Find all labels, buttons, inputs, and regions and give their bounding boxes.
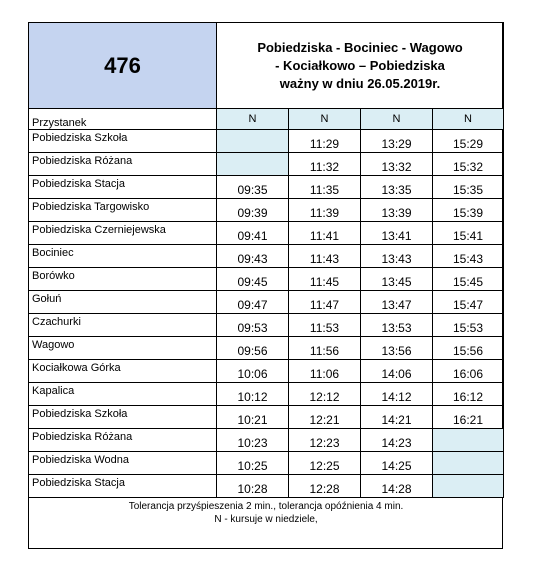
empty-time-cell (433, 429, 504, 452)
departure-time: 11:45 (289, 268, 361, 291)
table-row (29, 383, 504, 406)
table-row (29, 268, 504, 291)
departure-time: 11:56 (289, 337, 361, 360)
stop-name: Pobiedziska Szkoła (29, 406, 217, 429)
table-row (29, 245, 504, 268)
departure-time: 13:35 (361, 176, 433, 199)
stop-name: Bociniec (29, 245, 217, 268)
stop-name: Gołuń (29, 291, 217, 314)
departure-time: 12:25 (289, 452, 361, 475)
route-number: 476 (29, 23, 217, 109)
departure-time: 09:47 (217, 291, 289, 314)
course-header: N (361, 109, 433, 130)
table-row (29, 406, 504, 429)
title-line: - Kociałkowo – Pobiedziska (275, 57, 445, 73)
table-row (29, 429, 504, 452)
departure-time: 15:29 (433, 130, 504, 153)
departure-time: 13:53 (361, 314, 433, 337)
departure-time: 09:45 (217, 268, 289, 291)
departure-time: 09:39 (217, 199, 289, 222)
departure-time: 15:53 (433, 314, 504, 337)
departure-time: 11:29 (289, 130, 361, 153)
departure-time: 13:45 (361, 268, 433, 291)
stop-name: Wagowo (29, 337, 217, 360)
departure-time: 10:06 (217, 360, 289, 383)
departure-time: 14:06 (361, 360, 433, 383)
departure-time: 13:47 (361, 291, 433, 314)
departure-time: 13:29 (361, 130, 433, 153)
stop-name: Pobiedziska Targowisko (29, 199, 217, 222)
departure-time: 10:28 (217, 475, 289, 498)
title-line: Pobiedziska - Bociniec - Wagowo (257, 39, 463, 55)
stop-name: Kapalica (29, 383, 217, 406)
table-row (29, 337, 504, 360)
stop-name: Kociałkowa Górka (29, 360, 217, 383)
departure-time: 14:28 (361, 475, 433, 498)
stop-name: Pobiedziska Stacja (29, 176, 217, 199)
stop-column-header: Przystanek (29, 109, 217, 130)
footer-note: Tolerancja przyśpieszenia 2 min., tolerancja opóźnienia 4 min. (128, 501, 404, 512)
departure-time: 13:32 (361, 153, 433, 176)
departure-time: 12:21 (289, 406, 361, 429)
empty-time-cell (433, 452, 504, 475)
departure-time: 15:41 (433, 222, 504, 245)
departure-time: 16:06 (433, 360, 504, 383)
departure-time: 15:47 (433, 291, 504, 314)
course-header: N (433, 109, 504, 130)
table-row (29, 291, 504, 314)
departure-time: 11:41 (289, 222, 361, 245)
departure-time: 10:21 (217, 406, 289, 429)
stop-name: Pobiedziska Różana (29, 429, 217, 452)
departure-time: 15:39 (433, 199, 504, 222)
course-header: N (289, 109, 361, 130)
departure-time: 13:41 (361, 222, 433, 245)
stop-name: Pobiedziska Różana (29, 153, 217, 176)
departure-time: 10:12 (217, 383, 289, 406)
table-row (29, 199, 504, 222)
empty-time-cell (217, 153, 289, 176)
departure-time: 09:56 (217, 337, 289, 360)
table-row (29, 176, 504, 199)
footer-note: N - kursuje w niedziele, (214, 514, 318, 525)
departure-time: 11:53 (289, 314, 361, 337)
departure-time: 15:35 (433, 176, 504, 199)
table-row (29, 222, 504, 245)
departure-time: 12:28 (289, 475, 361, 498)
table-row (29, 130, 504, 153)
empty-time-cell (433, 475, 504, 498)
footer-notes (29, 498, 504, 537)
table-row (29, 360, 504, 383)
departure-time: 15:32 (433, 153, 504, 176)
timetable (28, 22, 504, 537)
table-row (29, 314, 504, 337)
departure-time: 15:43 (433, 245, 504, 268)
stop-name: Pobiedziska Wodna (29, 452, 217, 475)
departure-time: 16:21 (433, 406, 504, 429)
departure-time: 15:56 (433, 337, 504, 360)
departure-time: 11:32 (289, 153, 361, 176)
departure-time: 11:35 (289, 176, 361, 199)
departure-time: 11:06 (289, 360, 361, 383)
departure-time: 14:25 (361, 452, 433, 475)
departure-time: 11:43 (289, 245, 361, 268)
empty-time-cell (217, 130, 289, 153)
departure-time: 11:47 (289, 291, 361, 314)
route-title (217, 23, 504, 109)
course-header: N (217, 109, 289, 130)
departure-time: 09:41 (217, 222, 289, 245)
departure-time: 14:23 (361, 429, 433, 452)
departure-time: 10:25 (217, 452, 289, 475)
departure-time: 11:39 (289, 199, 361, 222)
departure-time: 09:35 (217, 176, 289, 199)
stop-name: Pobiedziska Czerniejewska (29, 222, 217, 245)
table-row (29, 475, 504, 498)
departure-time: 10:23 (217, 429, 289, 452)
departure-time: 15:45 (433, 268, 504, 291)
stop-name: Pobiedziska Szkoła (29, 130, 217, 153)
departure-time: 09:43 (217, 245, 289, 268)
departure-time: 12:12 (289, 383, 361, 406)
departure-time: 12:23 (289, 429, 361, 452)
departure-time: 13:56 (361, 337, 433, 360)
departure-time: 14:12 (361, 383, 433, 406)
title-line: ważny w dniu 26.05.2019r. (279, 75, 441, 91)
departure-time: 16:12 (433, 383, 504, 406)
departure-time: 13:43 (361, 245, 433, 268)
stop-name: Pobiedziska Stacja (29, 475, 217, 498)
table-row (29, 153, 504, 176)
departure-time: 13:39 (361, 199, 433, 222)
stop-name: Czachurki (29, 314, 217, 337)
departure-time: 09:53 (217, 314, 289, 337)
table-row (29, 452, 504, 475)
stop-name: Borówko (29, 268, 217, 291)
departure-time: 14:21 (361, 406, 433, 429)
